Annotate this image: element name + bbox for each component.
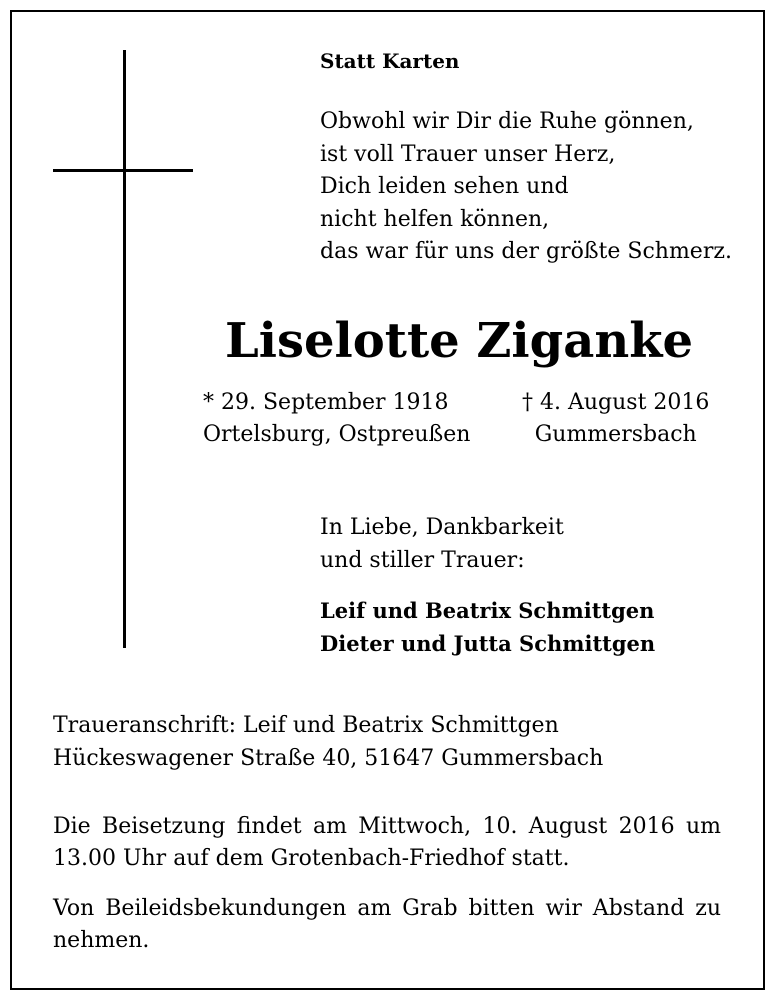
mourners: [320, 594, 655, 660]
mourning-address: [53, 709, 603, 775]
funeral-details: [53, 811, 721, 875]
birth-info: [203, 387, 470, 451]
mourner-name: Leif und Beatrix Schmittgen: [320, 598, 655, 623]
death-place: Gummersbach: [534, 422, 697, 447]
closing-line: und stiller Trauer:: [320, 548, 525, 573]
poem-line: das war für uns der größte Schmerz.: [320, 239, 732, 264]
address-line: Traueranschrift: Leif und Beatrix Schmittgen: [53, 713, 559, 738]
birth-place: Ortelsburg, Ostpreußen: [203, 422, 471, 447]
poem-line: Dich leiden sehen und: [320, 174, 569, 199]
cross-icon: [123, 50, 126, 648]
poem-line: Obwohl wir Dir die Ruhe gönnen,: [320, 109, 694, 134]
closing-line: In Liebe, Dankbarkeit: [320, 515, 564, 540]
birth-date: * 29. September 1918: [203, 390, 449, 415]
closing-text: [320, 511, 564, 577]
condolence-line: nehmen.: [53, 928, 150, 953]
poem-line: ist voll Trauer unser Herz,: [320, 141, 616, 167]
notice-heading: Statt Karten: [320, 49, 460, 73]
funeral-line: Die Beisetzung findet am Mittwoch, 10. August 2016 um: [53, 814, 721, 839]
poem: [320, 106, 732, 269]
mourner-name: Dieter und Jutta Schmittgen: [320, 631, 656, 656]
condolence-request: [53, 893, 721, 957]
death-info: [522, 387, 709, 451]
funeral-line: 13.00 Uhr auf dem Grotenbach-Friedhof statt.: [53, 846, 570, 871]
poem-line: nicht helfen können,: [320, 206, 550, 232]
address-line: Hückeswagener Straße 40, 51647 Gummersbach: [53, 746, 604, 771]
deceased-name: Liselotte Ziganke: [225, 313, 694, 369]
cross-icon-crossbar: [53, 169, 193, 172]
condolence-line: Von Beileidsbekundungen am Grab bitten wir Abstand zu: [53, 896, 721, 921]
death-date: † 4. August 2016: [522, 390, 710, 415]
